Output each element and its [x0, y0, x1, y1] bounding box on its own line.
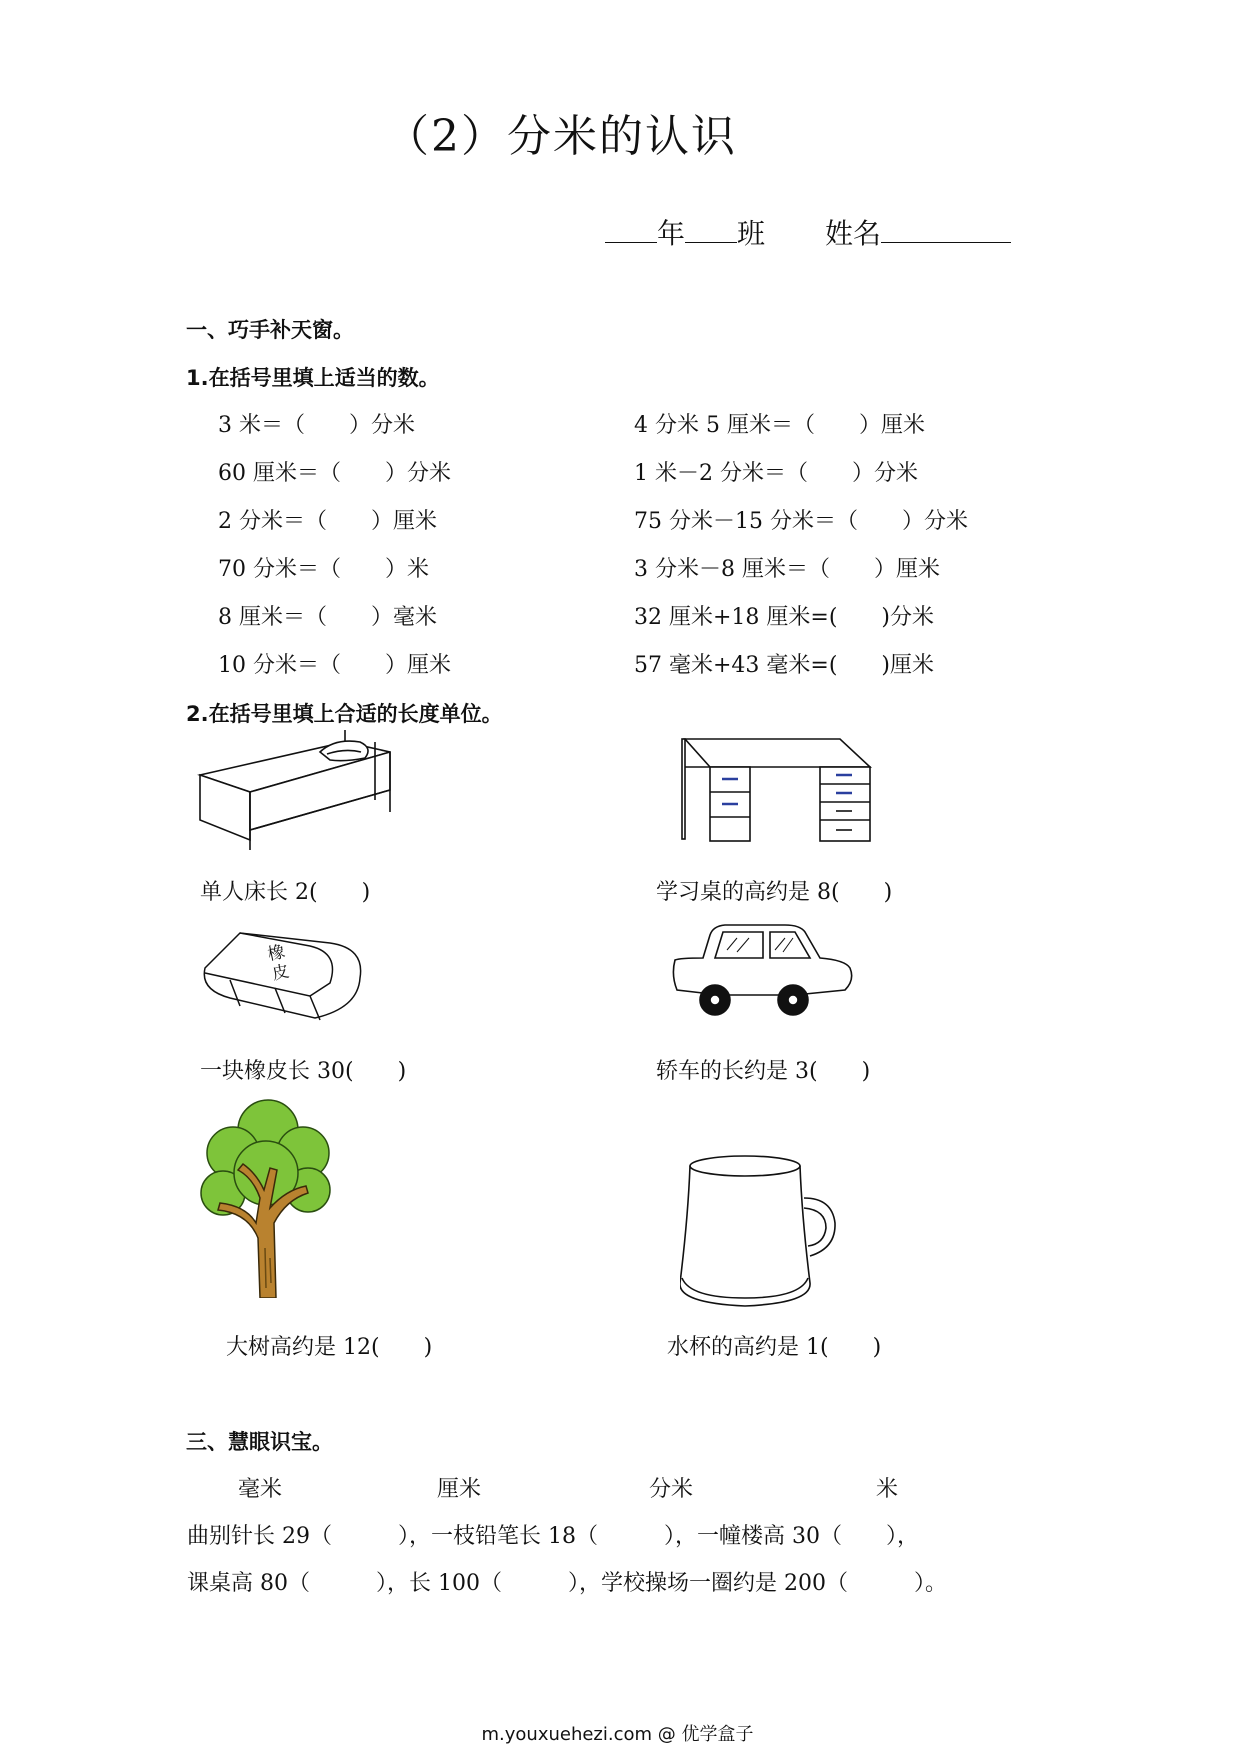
footer-watermark: m.youxuehezi.com @ 优学盒子 — [481, 1724, 754, 1745]
q1-right-1: 4 分米 5 厘米＝（ ）厘米 — [634, 413, 925, 438]
q1-right-3: 75 分米－15 分米＝（ ）分米 — [634, 509, 968, 534]
q1-left-4: 70 分米＝（ ）米 — [218, 557, 429, 582]
name-label: 姓名 — [825, 217, 882, 250]
unit-cm: 厘米 — [437, 1477, 482, 1502]
q1-right-2: 1 米－2 分米＝（ ）分米 — [634, 461, 918, 486]
eraser-label: 一块橡皮长 30( ) — [200, 1059, 407, 1084]
q1-left-6: 10 分米＝（ ）厘米 — [218, 653, 451, 678]
cup-icon — [680, 1148, 840, 1310]
q1-left-3: 2 分米＝（ ）厘米 — [218, 509, 437, 534]
q1-right-6: 57 毫米+43 毫米=( )厘米 — [634, 653, 935, 678]
q1-right-5: 32 厘米+18 厘米=( )分米 — [634, 605, 935, 630]
unit-mm: 毫米 — [238, 1477, 283, 1502]
eraser-text: 橡皮 — [266, 941, 292, 985]
unit-dm: 分米 — [649, 1477, 694, 1502]
cup-label: 水杯的高约是 1( ) — [667, 1335, 882, 1360]
section3-line-1: 曲别针长 29（ ），一枝铅笔长 18（ ），一幢楼高 30（ ）， — [187, 1524, 919, 1549]
q1-right-4: 3 分米－8 厘米＝（ ）厘米 — [634, 557, 940, 582]
q1-heading: 1.在括号里填上适当的数。 — [186, 366, 440, 390]
page-title: （2）分米的认识 — [385, 111, 737, 162]
name-blank[interactable] — [881, 216, 1011, 243]
tree-icon — [198, 1098, 333, 1298]
q1-left-5: 8 厘米＝（ ）毫米 — [218, 605, 437, 630]
car-icon — [665, 920, 860, 1020]
q1-left-1: 3 米＝（ ）分米 — [218, 413, 415, 438]
desk-label: 学习桌的高约是 8( ) — [656, 880, 893, 905]
section1-heading: 一、巧手补天窗。 — [186, 318, 354, 342]
q2-heading: 2.在括号里填上合适的长度单位。 — [186, 702, 503, 726]
bed-label: 单人床长 2( ) — [200, 880, 371, 905]
section3-line-2: 课桌高 80（ ），长 100（ ），学校操场一圈约是 200（ ）。 — [187, 1571, 947, 1596]
year-label: 年 — [657, 217, 686, 250]
grade-blank[interactable] — [605, 216, 657, 243]
tree-label: 大树高约是 12( ) — [226, 1335, 433, 1360]
eraser-figure — [200, 928, 370, 1024]
class-label: 班 — [737, 217, 766, 250]
class-blank[interactable] — [685, 216, 737, 243]
desk-icon — [680, 737, 875, 847]
class-info — [605, 212, 1011, 252]
section3-heading: 三、慧眼识宝。 — [186, 1430, 333, 1454]
unit-m: 米 — [876, 1477, 899, 1502]
bed-icon — [195, 730, 405, 855]
car-label: 轿车的长约是 3( ) — [656, 1059, 871, 1084]
q1-left-2: 60 厘米＝（ ）分米 — [218, 461, 451, 486]
